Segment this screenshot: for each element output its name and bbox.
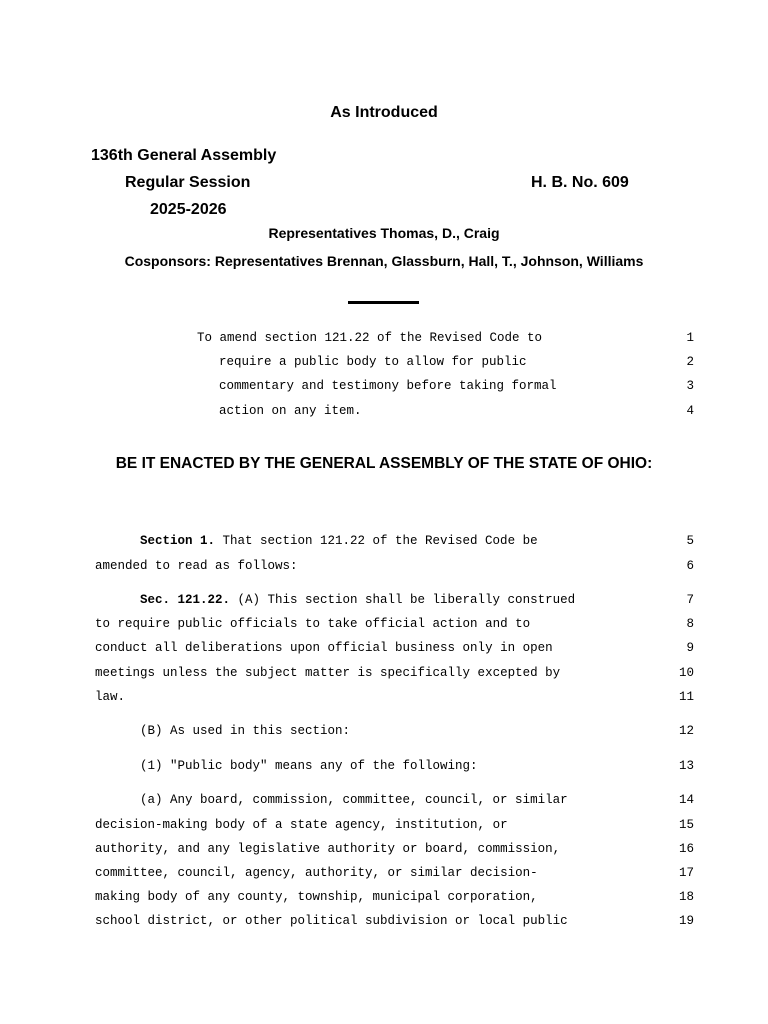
body-line: school district, or other political subdivision or local public (95, 914, 568, 928)
line-number: 1 (686, 331, 694, 345)
title-line-2: require a public body to allow for public (219, 355, 527, 369)
line-number: 4 (686, 404, 694, 418)
body-line: authority, and any legislative authority or board, commission, (95, 842, 561, 856)
title-line-3: commentary and testimony before taking formal (219, 379, 557, 393)
line-number: 9 (686, 641, 694, 655)
line-number: 18 (678, 890, 694, 904)
line-number: 7 (686, 593, 694, 607)
body-line: Sec. 121.22. (A) This section shall be liberally construed (140, 593, 576, 607)
session-label: Regular Session (125, 174, 251, 191)
line-number: 8 (686, 617, 694, 631)
title-line-1: To amend section 121.22 of the Revised Code to (197, 331, 543, 345)
title-line-4: action on any item. (219, 404, 362, 418)
cosponsors: Cosponsors: Representatives Brennan, Glassburn, Hall, T., Johnson, Williams (124, 253, 644, 269)
body-line: (1) "Public body" means any of the following: (140, 759, 478, 773)
section-heading: Section 1. (140, 534, 216, 548)
session-years: 2025-2026 (150, 201, 227, 218)
bill-status: As Introduced (330, 104, 438, 121)
body-line: to require public officials to take official action and to (95, 617, 531, 631)
header-divider (348, 301, 419, 304)
enacting-clause: BE IT ENACTED BY THE GENERAL ASSEMBLY OF THE STATE OF OHIO: (115, 455, 653, 472)
line-number: 19 (678, 914, 694, 928)
line-number: 11 (678, 690, 694, 704)
body-line: law. (95, 690, 126, 704)
body-line: amended to read as follows: (95, 559, 298, 573)
line-number: 6 (686, 559, 694, 573)
line-number: 17 (678, 866, 694, 880)
sponsors: Representatives Thomas, D., Craig (268, 225, 500, 241)
line-number: 13 (678, 759, 694, 773)
body-line: (B) As used in this section: (140, 724, 351, 738)
body-line: Section 1. That section 121.22 of the Revised Code be (140, 534, 538, 548)
body-line: meetings unless the subject matter is specifically excepted by (95, 666, 561, 680)
body-line: (a) Any board, commission, committee, council, or similar (140, 793, 568, 807)
bill-number: H. B. No. 609 (531, 174, 629, 191)
general-assembly: 136th General Assembly (91, 147, 277, 164)
body-line: conduct all deliberations upon official business only in open (95, 641, 553, 655)
line-number: 16 (678, 842, 694, 856)
line-number: 15 (678, 818, 694, 832)
line-number: 10 (678, 666, 694, 680)
line-number: 5 (686, 534, 694, 548)
line-number: 12 (678, 724, 694, 738)
section-heading: Sec. 121.22. (140, 593, 231, 607)
line-number: 3 (686, 379, 694, 393)
line-number: 2 (686, 355, 694, 369)
body-line: making body of any county, township, municipal corporation, (95, 890, 538, 904)
line-number: 14 (678, 793, 694, 807)
body-line: decision-making body of a state agency, institution, or (95, 818, 508, 832)
body-line: committee, council, agency, authority, or similar decision- (95, 866, 538, 880)
